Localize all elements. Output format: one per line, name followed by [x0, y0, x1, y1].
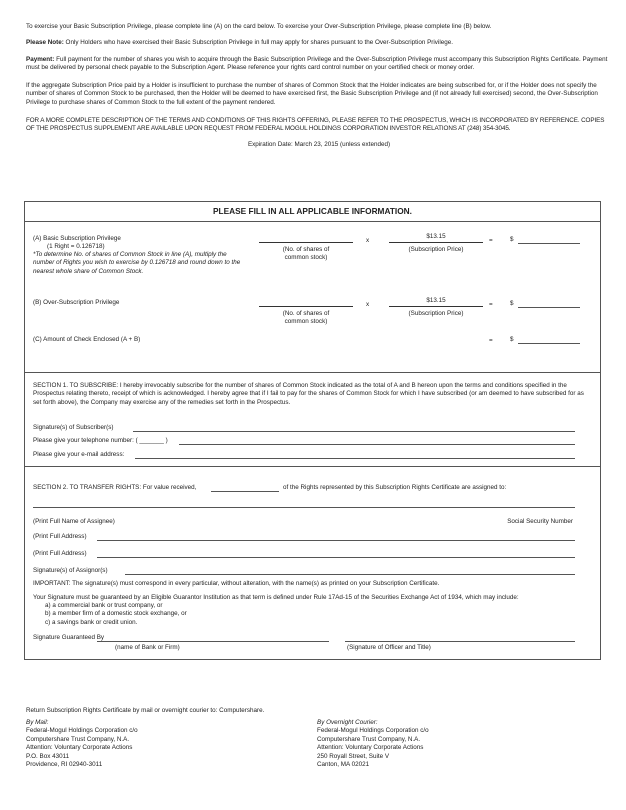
telephone-label: Please give your telephone number: ( _______ ) — [33, 437, 168, 444]
please-note — [26, 39, 612, 47]
line-b-shares-input[interactable] — [259, 306, 353, 307]
line-b-amount-input[interactable] — [518, 307, 580, 308]
mail-line: Providence, RI 02940-3011 — [26, 761, 103, 769]
address-1-input[interactable] — [97, 540, 575, 541]
payment-text: Full payment for the number of shares you wish to acquire through the Basic Subscription Privilege and the Over-Subscription Privilege must accompany this Subscription Rights Certificate. Payment must be delivered by personal check payable to the Subscription Agent. Please reference your rights card control number on your certified check or money order. — [26, 56, 608, 72]
insufficient-payment-paragraph: If the aggregate Subscription Price paid by a Holder is insufficient to purchase the number of shares of Common Stock that the Holder indicates are being subscribed for, or if the Holder does not specify the number of shares of Common Stock to be purchased, then the Holder will be deemed to have exercised first, the Basic Subscription Privilege and (if not already full exercised) second, the Over-Subscription Privilege to purchase shares of Common Stock to the full extent of the payment rendered. — [26, 82, 598, 106]
line-b-shares-caption: (No. of shares of common stock) — [282, 310, 330, 326]
line-a-dollar: $ — [510, 236, 514, 243]
subscriber-signature-label: Signature(s) of Subscriber(s) — [33, 424, 114, 431]
prospectus-notice: FOR A MORE COMPLETE DESCRIPTION OF THE TERMS AND CONDITIONS OF THIS RIGHTS OFFERING, PLEASE REFER TO THE PROSPECTUS, WHICH IS INCORPORATED BY REFERENCE. COPIES OF THE PROSPECTUS SUPPLEMENT ARE AVAILABLE UPON REQUEST FROM FEDERAL MOGUL HOLDINGS CORPORATION INVESTOR RELATIONS AT (248) 354-3045. — [26, 117, 605, 133]
line-b-price-caption: (Subscription Price) — [408, 310, 464, 317]
email-label: Please give your e-mail address: — [33, 451, 125, 458]
line-b-equals: = — [489, 301, 493, 308]
mail-line: P.O. Box 43011 — [26, 752, 70, 760]
email-input[interactable] — [135, 458, 575, 459]
line-c-amount-input[interactable] — [518, 343, 580, 344]
courier-title: By Overnight Courier: — [317, 719, 378, 726]
line-b-price: $13.15 — [426, 297, 446, 304]
section-2-intro-start: SECTION 2. TO TRANSFER RIGHTS: For value received, — [33, 484, 197, 491]
line-c-equals: = — [489, 337, 493, 344]
officer-signature-input[interactable] — [345, 641, 575, 642]
mail-line: Computershare Trust Company, N.A. — [26, 735, 130, 743]
line-c-label: (C) Amount of Check Enclosed (A + B) — [33, 336, 141, 343]
guaranteed-by-label: Signature Guaranteed By — [33, 634, 105, 641]
line-a-shares-caption: (No. of shares of common stock) — [282, 246, 330, 262]
line-a-ratio: (1 Right = 0.126718) — [47, 243, 105, 250]
subscriber-signature-input[interactable] — [133, 431, 575, 432]
line-a-equals: = — [489, 237, 493, 244]
note-text: Only Holders who have exercised their Basic Subscription Privilege in full may apply for shares pursuant to the Over-Subscription Privilege. — [63, 39, 453, 46]
line-a-note: *To determine No. of shares of Common Stock in line (A), multiply the number of Rights you wish to exercise by 0.126718 and round down to the nearest whole share of Common Stock. — [33, 251, 241, 275]
mail-line: Federal-Mogul Holdings Corporation c/o — [26, 727, 138, 735]
officer-caption: (Signature of Officer and Title) — [347, 644, 431, 651]
line-a-label: (A) Basic Subscription Privilege — [33, 235, 121, 242]
note-label: Please Note: — [26, 39, 64, 46]
line-b-times: x — [366, 301, 370, 308]
courier-line: Attention: Voluntary Corporate Actions — [317, 744, 424, 752]
address-2-input[interactable] — [97, 557, 575, 558]
line-a-price-caption: (Subscription Price) — [408, 246, 464, 253]
guarantee-item: b) a member firm of a domestic stock exchange, or — [45, 610, 187, 617]
assignee-name-input[interactable] — [33, 507, 575, 508]
line-b-price-line — [389, 306, 483, 307]
courier-line: Computershare Trust Company, N.A. — [317, 735, 421, 743]
line-a-shares-input[interactable] — [259, 242, 353, 243]
courier-address-block — [317, 719, 567, 769]
assignor-signature-input[interactable] — [125, 574, 575, 575]
intro-text: To exercise your Basic Subscription Privilege, please complete line (A) on the card below. To exercise your Over-Subscription Privilege, please complete line (B) below. — [26, 23, 492, 30]
section-2-box — [24, 466, 601, 660]
guarantee-item: a) a commercial bank or trust company, or — [45, 602, 163, 609]
section-1-box — [24, 372, 601, 467]
section-1-text: SECTION 1. TO SUBSCRIBE: I hereby irrevocably subscribe for the number of shares of Common Stock indicated as the total of A and B hereon upon the terms and conditions specified in the Prospectus relating thereto, receipt of which is acknowledged. I hereby agree that if I fail to pay for the shares of Common Stock for which I have subscribed (or am deemed to have subscribed for as set forth above), the Company may exercise any of the remedies set forth in the Prospectus. — [33, 382, 584, 406]
courier-line: Federal-Mogul Holdings Corporation c/o — [317, 727, 429, 735]
rights-amount-input[interactable] — [211, 491, 279, 492]
mail-address-block — [26, 719, 276, 769]
return-heading: Return Subscription Rights Certificate by mail or overnight courier to: Computershare. — [26, 707, 265, 714]
address-2-label: (Print Full Address) — [33, 550, 87, 557]
line-b-label: (B) Over-Subscription Privilege — [33, 299, 120, 306]
courier-line: Canton, MA 02021 — [317, 761, 370, 769]
payment-label: Payment: — [26, 56, 55, 63]
ssn-label: Social Security Number — [507, 518, 573, 525]
telephone-input[interactable] — [179, 444, 575, 445]
assignor-signature-label: Signature(s) of Assignor(s) — [33, 567, 108, 574]
payment-paragraph — [26, 56, 612, 73]
line-a-times: x — [366, 237, 370, 244]
line-a-price: $13.15 — [426, 233, 446, 240]
subscription-form-box — [24, 201, 601, 373]
expiration-date: Expiration Date: March 23, 2015 (unless extended) — [247, 141, 391, 148]
assignee-name-label: (Print Full Name of Assignee) — [33, 518, 115, 525]
line-a-amount-input[interactable] — [518, 243, 580, 244]
line-c-dollar: $ — [510, 336, 514, 343]
mail-title: By Mail: — [26, 719, 49, 726]
address-1-label: (Print Full Address) — [33, 533, 87, 540]
mail-line: Attention: Voluntary Corporate Actions — [26, 744, 133, 752]
bank-name-input[interactable] — [97, 641, 329, 642]
line-a-price-line — [389, 242, 483, 243]
courier-line: 250 Royall Street, Suite V — [317, 752, 390, 760]
line-b-dollar: $ — [510, 300, 514, 307]
guarantee-item: c) a savings bank or credit union. — [45, 619, 138, 626]
guarantee-intro: Your Signature must be guaranteed by an Eligible Guarantor Institution as that term is defined under Rule 17Ad-15 of the Securities Exchange Act of 1934, which may include: — [33, 594, 519, 601]
bank-caption: (name of Bank or Firm) — [115, 644, 180, 651]
important-notice: IMPORTANT: The signature(s) must correspond in every particular, without alteration, with the name(s) as printed on your Subscription Certificate. — [33, 580, 440, 587]
section-2-intro-end: of the Rights represented by this Subscription Rights Certificate are assigned to: — [283, 484, 507, 491]
form-title: PLEASE FILL IN ALL APPLICABLE INFORMATION. — [25, 202, 600, 222]
